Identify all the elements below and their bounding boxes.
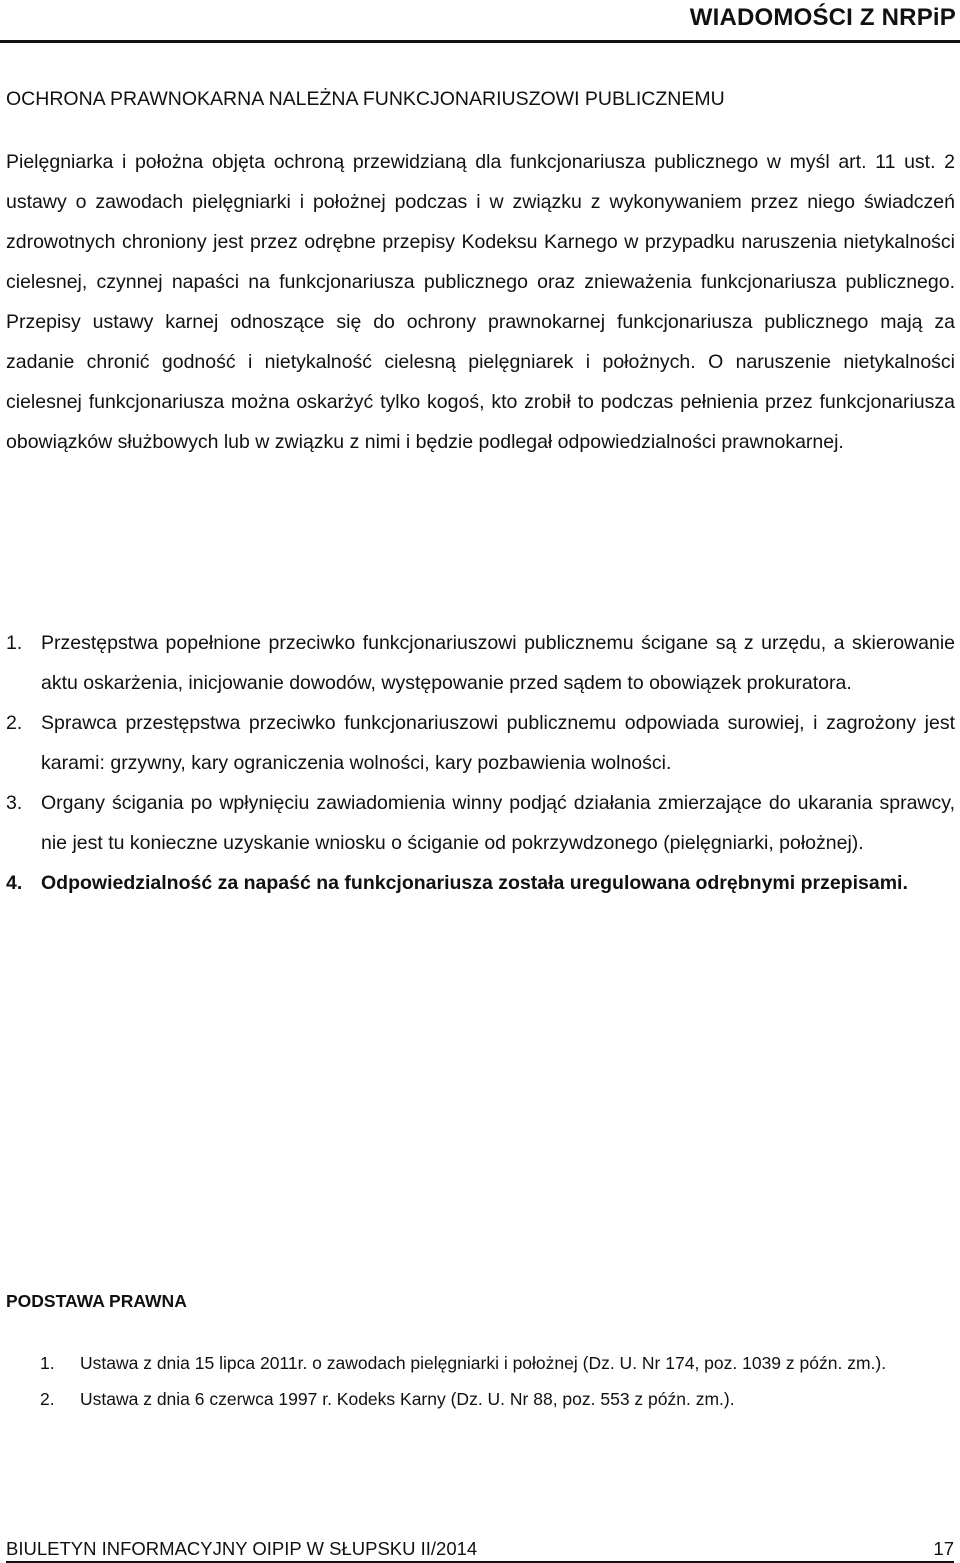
legal-basis-item: [40, 1345, 956, 1381]
point-item: [6, 703, 955, 783]
point-number: 2.: [6, 712, 23, 734]
point-number: 4.: [6, 872, 23, 894]
legal-basis-item: [40, 1381, 956, 1417]
legal-basis-text: Ustawa z dnia 15 lipca 2011r. o zawodach pielęgniarki i położnej (Dz. U. Nr 174, poz. 1039 z późn. zm.).: [80, 1353, 887, 1373]
point-text: Odpowiedzialność za napaść na funkcjonariusza została uregulowana odrębnymi przepisami.: [41, 872, 908, 894]
legal-basis-number: 1.: [40, 1353, 55, 1373]
footer-publication: BIULETYN INFORMACYJNY OIPIP W SŁUPSKU II/2014: [6, 1538, 478, 1559]
intro-paragraph: Pielęgniarka i położna objęta ochroną przewidzianą dla funkcjonariusza publicznego w myśl art. 11 ust. 2 ustawy o zawodach pielęgniarki i położnej podczas i w związku z wykonywaniem przez niego świadczeń zdrowotnych chroniony jest przez odrębne przepisy Kodeksu Karnego w przypadku naruszenia nietykalności cielesnej, czynnej napaści na funkcjonariusza publicznego oraz znieważenia funkcjonariusza publicznego. Przepisy ustawy karnej odnoszące się do ochrony prawnokarnej funkcjonariusza publicznego mają za zadanie chronić godność i nietykalność cielesną pielęgniarek i położnych. O naruszenie nietykalności cielesnej funkcjonariusza można oskarżyć tylko kogoś, kto zrobił to podczas pełnienia przez funkcjonariusza obowiązków służbowych lub w związku z nimi i będzie podlegał odpowiedzialności prawnokarnej.: [6, 151, 955, 453]
legal-basis-list: [40, 1345, 956, 1417]
page-number: 17: [933, 1538, 954, 1559]
page-header: [0, 0, 960, 43]
points-list: [6, 623, 955, 903]
point-text: Organy ścigania po wpłynięciu zawiadomienia winny podjąć działania zmierzające do ukarania sprawcy, nie jest tu konieczne uzyskanie wniosku o ściganie od pokrzywdzonego (pielęgniarki, położnej).: [41, 792, 955, 854]
point-text: Przestępstwa popełnione przeciwko funkcjonariuszowi publicznemu ścigane są z urzędu, a skierowanie aktu oskarżenia, inicjowanie dowodów, występowanie przed sądem to obowiązek prokuratora.: [41, 632, 955, 694]
point-number: 1.: [6, 632, 23, 654]
point-item: [6, 783, 955, 863]
legal-basis-title: PODSTAWA PRAWNA: [6, 1291, 187, 1311]
section-title: OCHRONA PRAWNOKARNA NALEŻNA FUNKCJONARIUSZOWI PUBLICZNEMU: [6, 88, 725, 110]
point-item: [6, 863, 955, 903]
legal-basis-text: Ustawa z dnia 6 czerwca 1997 r. Kodeks Karny (Dz. U. Nr 88, poz. 553 z późn. zm.).: [80, 1389, 735, 1409]
legal-basis-number: 2.: [40, 1389, 55, 1409]
point-number: 3.: [6, 792, 23, 814]
point-text: Sprawca przestępstwa przeciwko funkcjonariuszowi publicznemu odpowiada surowiej, i zagrożony jest karami: grzywny, kary ograniczenia wolności, kary pozbawienia wolności.: [41, 712, 955, 774]
point-item: [6, 623, 955, 703]
page-footer: [6, 1536, 954, 1563]
header-title: WIADOMOŚCI Z NRPiP: [689, 4, 956, 31]
